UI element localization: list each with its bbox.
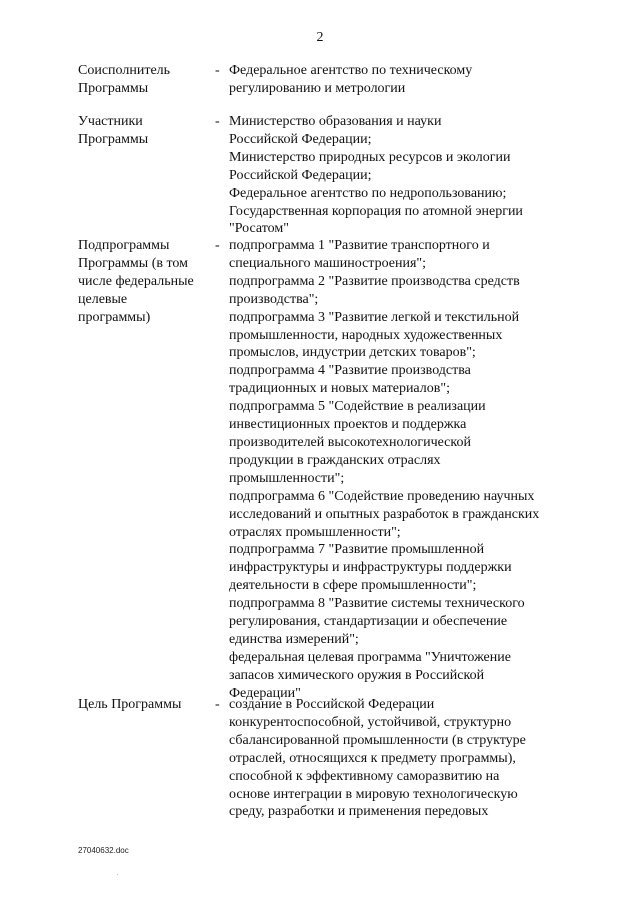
row-content xyxy=(229,62,569,98)
row-content xyxy=(229,696,569,821)
row-label xyxy=(78,237,208,327)
content-line: производителей высокотехнологической xyxy=(229,434,471,450)
label-line: Участники xyxy=(78,114,143,129)
row-content xyxy=(229,113,569,238)
content-line: Российской Федерации; xyxy=(229,167,372,183)
label-line: Соисполнитель xyxy=(78,63,171,78)
content-line: Федерации" xyxy=(229,685,301,701)
label-line: Программы (в том xyxy=(78,255,188,271)
content-line: подпрограмма 3 "Развитие легкой и текстильной xyxy=(229,309,520,325)
content-line: специального машиностроения"; xyxy=(229,255,427,271)
scan-speck: . xyxy=(117,871,119,877)
document-filename: 27040632.doc xyxy=(78,846,129,855)
content-line: конкурентоспособной, устойчивой, структурно xyxy=(229,714,512,730)
label-line: целевые xyxy=(78,291,128,307)
content-line: сбалансированной промышленности (в структуре xyxy=(229,732,526,748)
content-line: инфраструктуры и инфраструктуры поддержки xyxy=(229,560,512,576)
content-line: подпрограмма 8 "Развитие системы технического xyxy=(229,596,525,612)
content-line: продукции в гражданских отраслях xyxy=(229,452,441,468)
content-line: запасов химического оружия в Российской xyxy=(229,667,485,683)
content-line: промышленности"; xyxy=(229,470,345,486)
content-line: среду, разработки и применения передовых xyxy=(229,804,489,820)
content-line: промышленности, народных художественных xyxy=(229,327,503,343)
content-line: подпрограмма 5 "Содействие в реализации xyxy=(229,399,486,415)
row-label xyxy=(78,62,208,98)
content-line: отраслях промышленности"; xyxy=(229,524,401,540)
content-line: федеральная целевая программа "Уничтожение xyxy=(229,649,511,665)
row-label xyxy=(78,696,208,714)
label-line: числе федеральные xyxy=(78,273,194,289)
label-line: Программы xyxy=(78,80,149,96)
content-line: подпрограмма 7 "Развитие промышленной xyxy=(229,542,485,558)
row-dash: - xyxy=(215,63,220,78)
label-line: Программы xyxy=(78,131,149,147)
content-line: традиционных и новых материалов"; xyxy=(229,381,450,397)
content-line: Государственная корпорация по атомной энергии xyxy=(229,203,523,219)
label-line: программы) xyxy=(78,309,151,325)
content-line: создание в Российской Федерации xyxy=(229,697,435,712)
label-line: Подпрограммы xyxy=(78,238,170,253)
content-line: отраслей, относящихся к предмету программы), xyxy=(229,750,516,766)
content-line: промыслов, индустрии детских товаров"; xyxy=(229,345,476,361)
content-line: подпрограмма 4 "Развитие производства xyxy=(229,363,471,379)
content-line: основе интеграции в мировую технологическую xyxy=(229,786,518,802)
content-line: подпрограмма 1 "Развитие транспортного и xyxy=(229,238,490,253)
content-line: регулированию и метрологии xyxy=(229,80,406,96)
row-dash: - xyxy=(215,238,220,253)
content-line: производства"; xyxy=(229,291,319,307)
label-line: Цель Программы xyxy=(78,697,182,712)
content-line: Российской Федерации; xyxy=(229,131,372,147)
content-line: регулирования, стандартизации и обеспечение xyxy=(229,614,508,630)
row-label xyxy=(78,113,208,149)
content-line: Федеральное агентство по техническому xyxy=(229,63,473,78)
page-number: 2 xyxy=(316,30,324,45)
content-line: Министерство природных ресурсов и экологии xyxy=(229,149,511,165)
content-line: Министерство образования и науки xyxy=(229,114,442,129)
row-dash: - xyxy=(215,697,220,712)
content-line: исследований и опытных разработок в гражданских xyxy=(229,506,540,522)
content-line: подпрограмма 6 "Содействие проведению научных xyxy=(229,488,535,504)
content-line: способной к эффективному саморазвитию на xyxy=(229,768,500,784)
row-content xyxy=(229,237,569,703)
content-line: единства измерений"; xyxy=(229,631,359,647)
row-dash: - xyxy=(215,114,220,129)
content-line: Федеральное агентство по недропользованию; xyxy=(229,185,507,201)
content-line: деятельности в сфере промышленности"; xyxy=(229,578,477,594)
content-line: инвестиционных проектов и поддержка xyxy=(229,417,467,433)
content-line: подпрограмма 2 "Развитие производства средств xyxy=(229,273,520,289)
content-line: "Росатом" xyxy=(229,221,289,237)
